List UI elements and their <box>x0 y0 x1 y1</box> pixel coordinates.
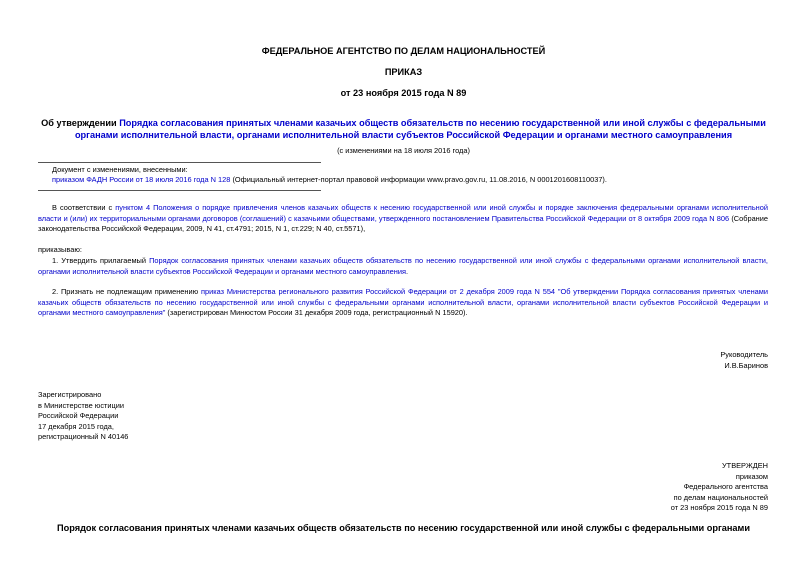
changes-intro: Документ с изменениями, внесенными: <box>52 165 188 174</box>
title-link-part2[interactable]: органами исполнительной власти, органами исполнительной власти субъектов Российской Федерации и органами местного самоуправления <box>74 130 733 140</box>
preamble-start: В соответствии с <box>52 203 113 212</box>
item-1-end: . <box>405 266 409 276</box>
signature-name: И.В.Баринов <box>724 360 768 370</box>
document-title-line2 <box>0 129 807 141</box>
registration-line1: Зарегистрировано <box>38 390 102 399</box>
registration-line4: 17 декабря 2015 года, <box>38 421 114 431</box>
registration-line5: регистрационный N 40146 <box>38 432 129 441</box>
approval-line2: приказом <box>735 471 768 481</box>
agency-name: ФЕДЕРАЛЬНОЕ АГЕНТСТВО ПО ДЕЛАМ НАЦИОНАЛЬНОСТЕЙ <box>261 46 546 56</box>
item-2-link[interactable]: приказ Министерства регионального развития Российской Федерации от 2 декабря 2009 года N 554 "Об утверждении Порядка согласования принятых членами казачьих обществ обязательств по несению государственной или иной службы с федеральными органами исполнительной власти, органами исполнительной власти субъектов Российской Федерации и органами местного самоуправления" <box>38 287 768 317</box>
item-2-rest: (зарегистрирован Минюстом России 31 декабря 2009 года, регистрационный N 15920). <box>167 308 468 317</box>
item-2-paragraph <box>38 287 768 319</box>
order-word: приказываю: <box>38 245 82 254</box>
approval-line1: УТВЕРЖДЕН <box>721 461 768 470</box>
preamble-rest: (Собрание законодательства Российской Федерации, 2009, N 41, ст.4791; 2015, N 1, ст.229; N 40, ст.5571), <box>38 213 768 233</box>
title-link-part1[interactable]: Порядка согласования принятых членами казачьих обществ обязательств по несению государственной или иной службы с федеральными <box>119 118 766 128</box>
registration-line2: в Министерстве юстиции <box>38 400 125 410</box>
approval-block <box>671 461 768 514</box>
changes-order-link[interactable]: приказом ФАДН России от 18 июля 2016 года N 128 <box>52 175 231 184</box>
document-type: ПРИКАЗ <box>384 67 423 77</box>
changes-top-divider <box>38 162 321 163</box>
document-date-number: от 23 ноября 2015 года N 89 <box>340 88 467 98</box>
preamble-link[interactable]: пунктом 4 Положения о порядке привлечения членов казачьих обществ к несению государственной или иной службы и порядке заключения федеральными органами исполнительной власти и (или) их территориальными органами договоров (соглашений) с казачьими обществами, утвержденного постановлением Правительства Российской Федерации от 8 октября 2009 года N 806 <box>38 203 768 223</box>
item-1-link[interactable]: Порядок согласования принятых членами казачьих обществ обязательств по несению государственной или иной службы с федеральными органами исполнительной власти, органами исполнительной власти субъектов Российской Федерации и органами местного самоуправления <box>38 256 768 276</box>
registration-block <box>38 390 128 443</box>
item-1-paragraph <box>38 256 768 277</box>
revision-note: (с изменениями на 18 июля 2016 года) <box>337 146 470 155</box>
changes-reference <box>52 175 607 186</box>
document-title <box>0 117 807 129</box>
title-prefix: Об утверждении <box>41 118 117 128</box>
item-2-start: 2. Признать не подлежащим применению <box>52 287 199 296</box>
procedure-title: Порядок согласования принятых членами казачьих обществ обязательств по несению государственной или иной службы с федеральными органами <box>57 523 750 533</box>
signature-block <box>720 350 768 371</box>
approval-line3: Федерального агентства <box>683 482 768 491</box>
item-1-start: 1. Утвердить прилагаемый <box>52 256 146 265</box>
registration-line3: Российской Федерации <box>38 411 119 420</box>
approval-line5: от 23 ноября 2015 года N 89 <box>670 503 768 512</box>
signature-role: Руководитель <box>720 350 768 359</box>
changes-bottom-divider <box>38 190 321 191</box>
approval-line4: по делам национальностей <box>673 492 768 502</box>
preamble-paragraph <box>38 203 768 235</box>
changes-source: (Официальный интернет-портал правовой информации www.pravo.gov.ru, 11.08.2016, N 0001201608110037). <box>232 175 607 184</box>
